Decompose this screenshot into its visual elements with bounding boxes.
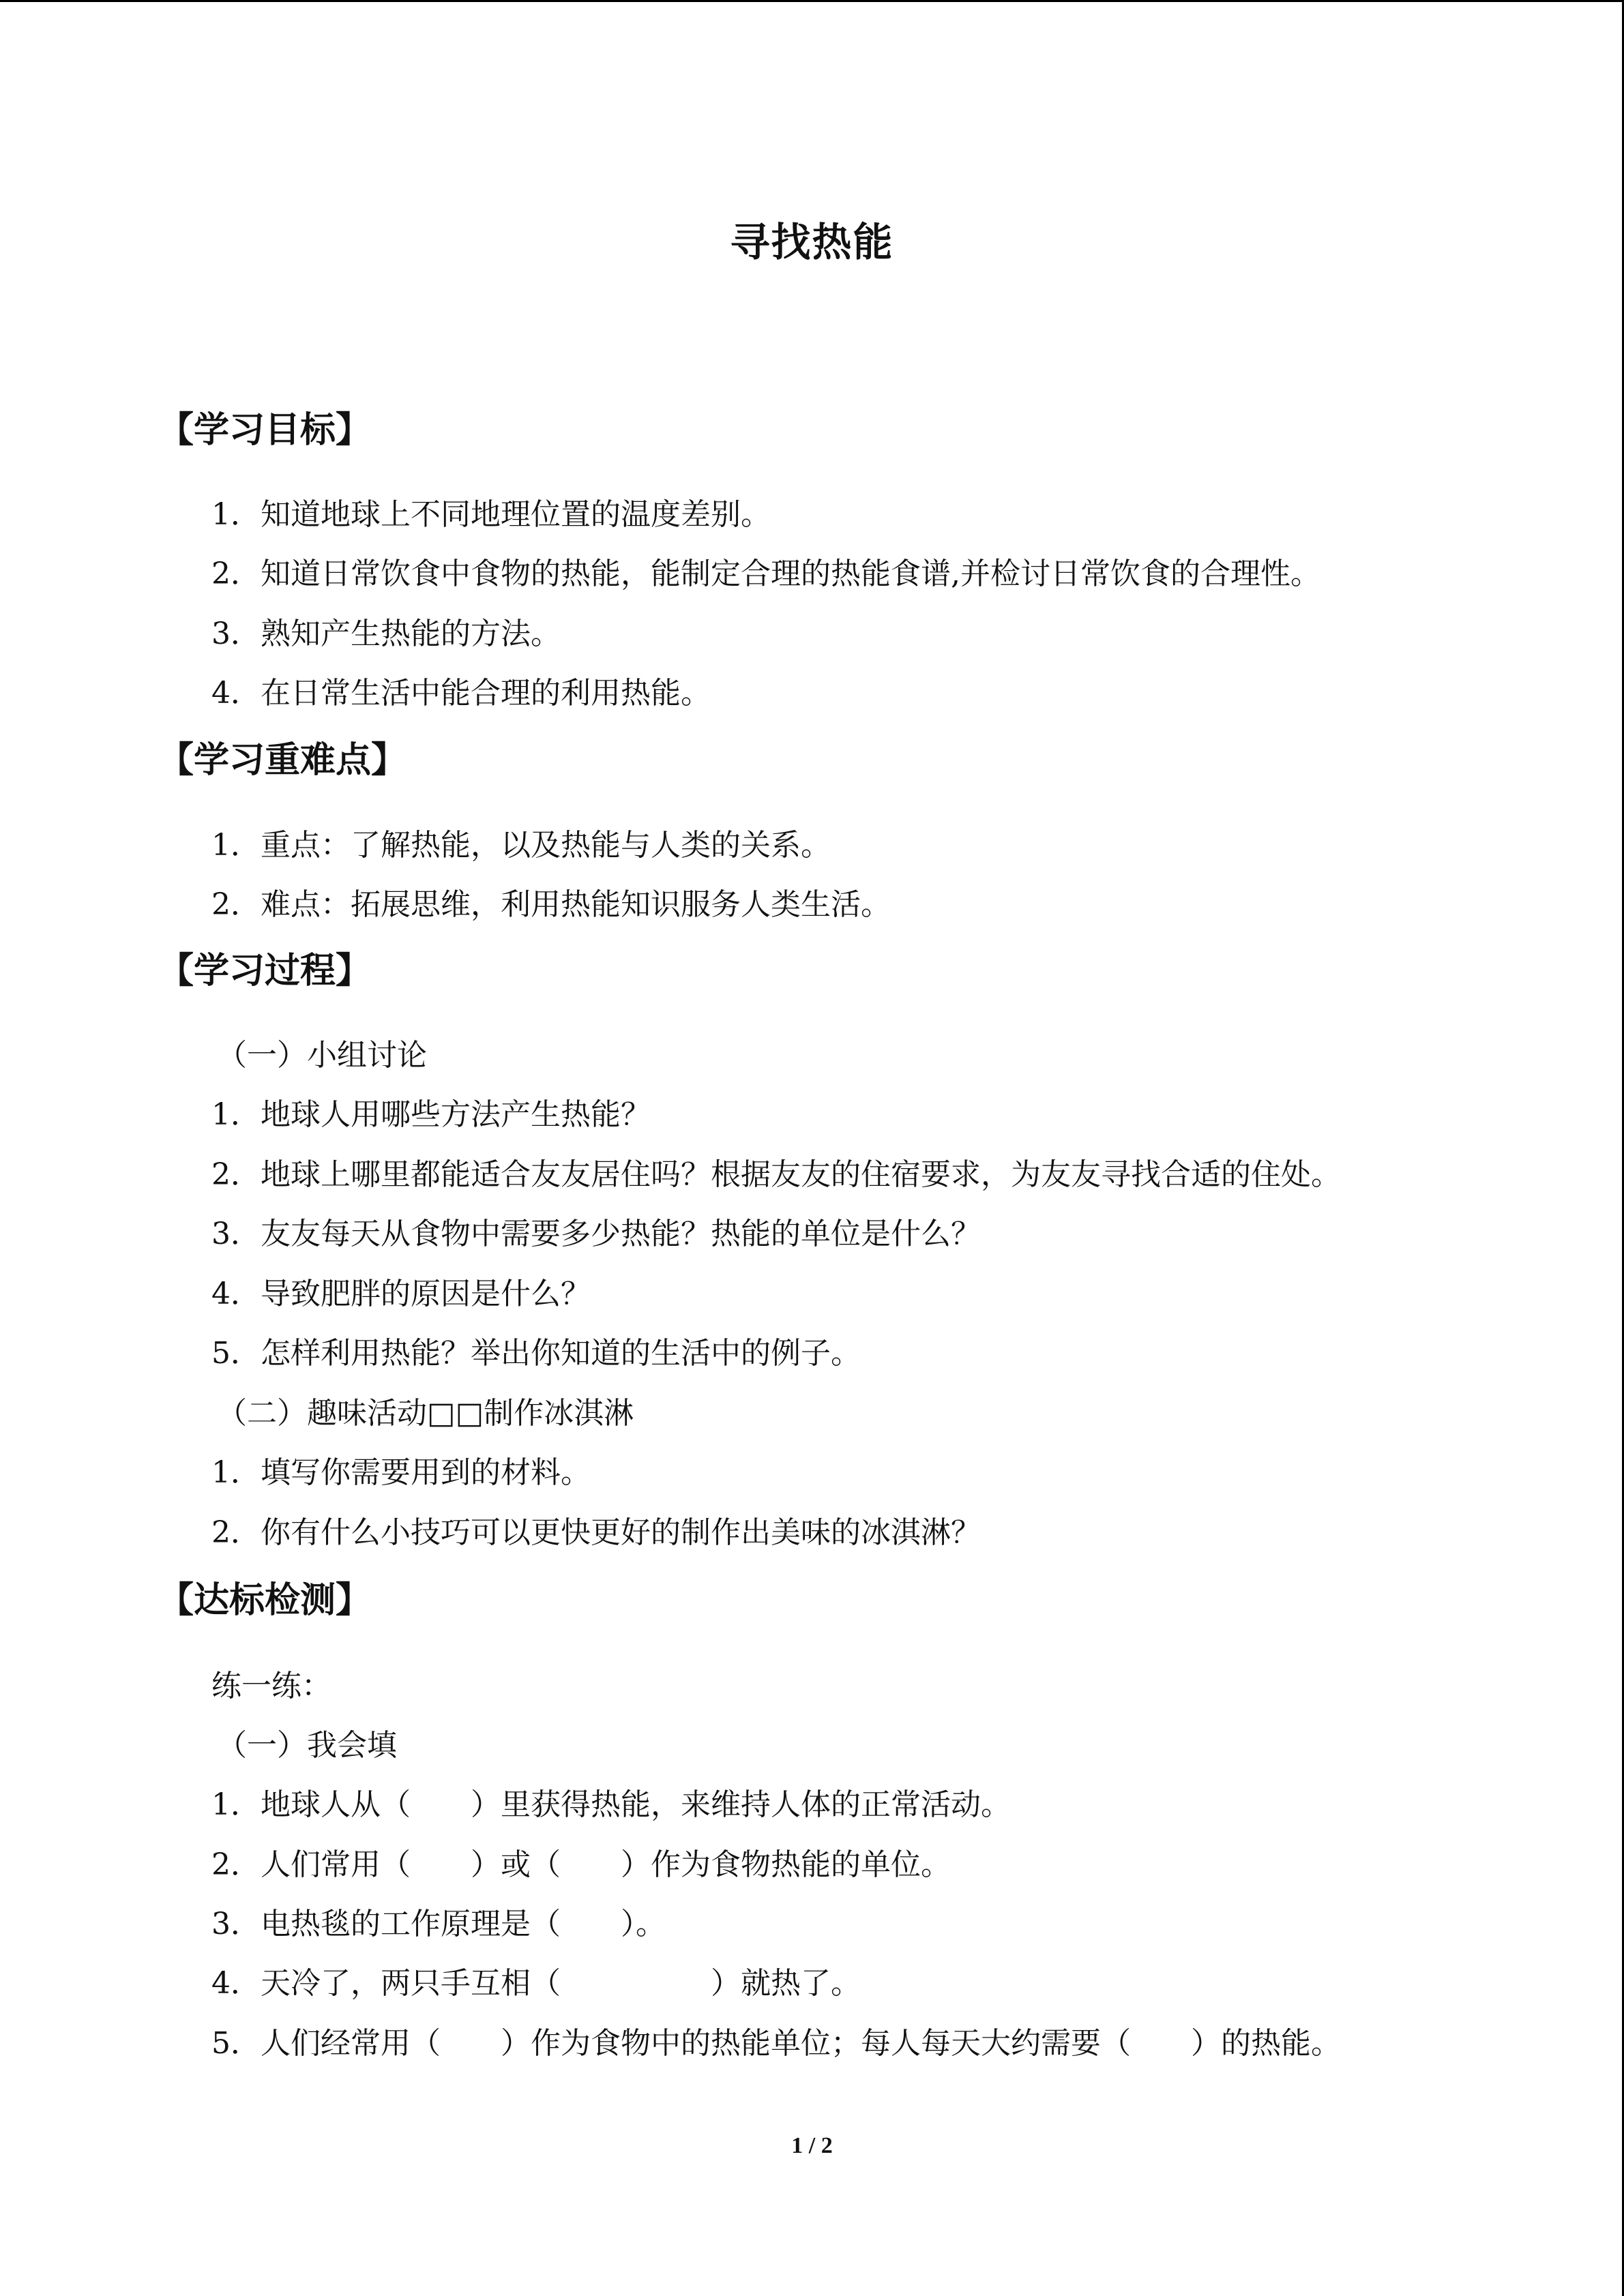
document-title: 寻找热能 xyxy=(730,219,894,265)
key-point-item-1: 1．重点：了解热能，以及热能与人类的关系。 xyxy=(211,828,831,863)
process-part1-item-1: 1．地球人用哪些方法产生热能？ xyxy=(211,1097,651,1132)
page-border-top xyxy=(0,0,1624,2)
process-part1-title: （一）小组讨论 xyxy=(217,1038,427,1073)
objective-item-3: 3．熟知产生热能的方法。 xyxy=(211,616,561,651)
page-number: 1 / 2 xyxy=(791,2133,833,2158)
fill-blank-item-5: 5．人们经常用（ ）作为食物中的热能单位；每人每天大约需要（ ）的热能。 xyxy=(211,2026,1341,2061)
section-heading-objectives: 【学习目标】 xyxy=(158,410,372,451)
objective-item-2: 2．知道日常饮食中食物的热能，能制定合理的热能食谱,并检讨日常饮食的合理性。 xyxy=(211,556,1320,591)
process-part2-item-1: 1．填写你需要用到的材料。 xyxy=(211,1455,591,1490)
key-point-item-2: 2．难点：拓展思维，利用热能知识服务人类生活。 xyxy=(211,887,891,922)
process-part1-item-4: 4．导致肥胖的原因是什么？ xyxy=(211,1277,591,1311)
fill-blank-item-3: 3．电热毯的工作原理是（ ）。 xyxy=(211,1907,666,1941)
process-part1-item-2: 2．地球上哪里都能适合友友居住吗？根据友友的住宿要求，为友友寻找合适的住处。 xyxy=(211,1157,1341,1192)
process-part1-item-5: 5．怎样利用热能？举出你知道的生活中的例子。 xyxy=(211,1336,861,1371)
fill-blank-item-2: 2．人们常用（ ）或（ ）作为食物热能的单位。 xyxy=(211,1847,951,1882)
objective-item-1: 1．知道地球上不同地理位置的温度差别。 xyxy=(211,497,771,532)
fill-blank-item-1: 1．地球人从（ ）里获得热能，来维持人体的正常活动。 xyxy=(211,1787,1011,1822)
fill-blank-item-4: 4．天冷了，两只手互相（ ）就热了。 xyxy=(211,1966,861,2001)
section-heading-assessment: 【达标检测】 xyxy=(158,1580,372,1621)
section-heading-process: 【学习过程】 xyxy=(158,951,372,992)
section-heading-key-points: 【学习重难点】 xyxy=(158,740,407,781)
objective-item-4: 4．在日常生活中能合理的利用热能。 xyxy=(211,676,711,711)
process-part1-item-3: 3．友友每天从食物中需要多少热能？热能的单位是什么？ xyxy=(211,1217,981,1251)
process-part2-title: （二）趣味活动□□制作冰淇淋 xyxy=(217,1396,634,1431)
assessment-practice-label: 练一练： xyxy=(211,1669,331,1703)
process-part2-item-2: 2．你有什么小技巧可以更快更好的制作出美味的冰淇淋？ xyxy=(211,1515,981,1550)
assessment-part1-title: （一）我会填 xyxy=(217,1728,397,1763)
